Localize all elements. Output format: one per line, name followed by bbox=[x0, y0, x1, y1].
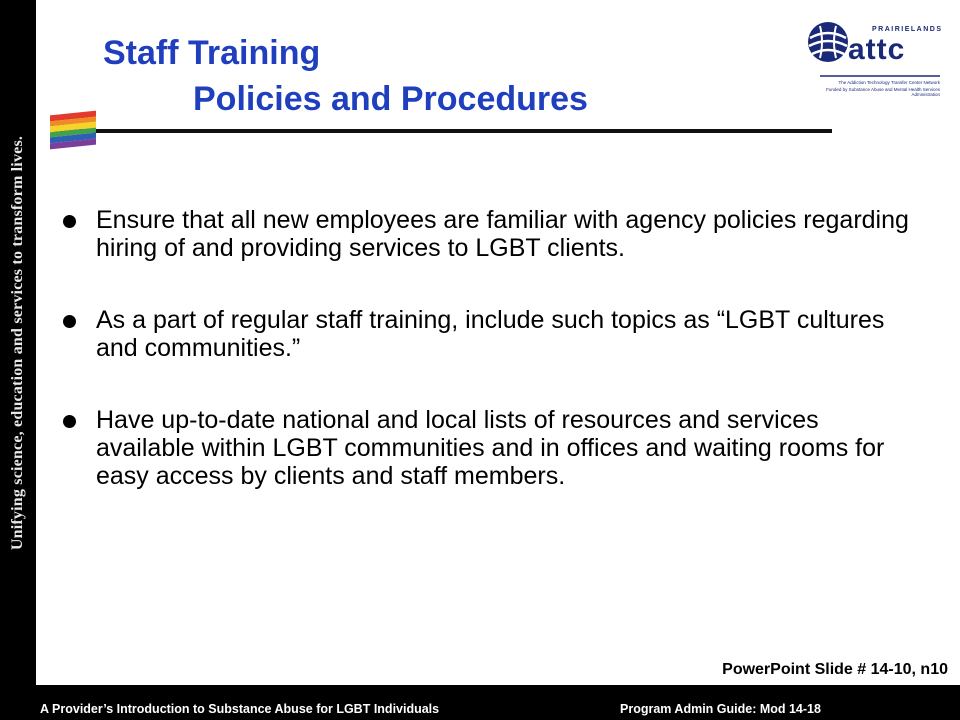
bullet-item: Ensure that all new employees are familiar with agency policies regarding hiring of and providing services to LGBT clients. bbox=[60, 206, 920, 262]
bullet-list bbox=[60, 206, 920, 534]
footer-right-text: Program Admin Guide: Mod 14-18 bbox=[620, 702, 821, 716]
slide-title-line2: Policies and Procedures bbox=[193, 80, 588, 118]
bullet-item: Have up-to-date national and local lists of resources and services available within LGBT communities and in offices and waiting rooms for easy access by clients and staff members. bbox=[60, 406, 920, 490]
logo-top-text: PRAIRIELANDS bbox=[872, 26, 943, 33]
rainbow-flag-icon bbox=[50, 111, 96, 150]
slide-title-line1: Staff Training bbox=[103, 34, 321, 72]
vertical-tagline bbox=[0, 0, 36, 685]
logo-subtitle: The Addiction Technology Transfer Center Network bbox=[838, 80, 940, 85]
tagline-text: Unifying science, education and services to transform lives. bbox=[9, 135, 26, 550]
title-divider bbox=[52, 129, 832, 133]
logo-funding-text: Funded by Substance Abuse and Mental Health Services Administration bbox=[826, 87, 940, 97]
bullet-item: As a part of regular staff training, include such topics as “LGBT cultures and communities.” bbox=[60, 306, 920, 362]
logo-wordmark: attc bbox=[848, 33, 906, 66]
slide-number: PowerPoint Slide # 14-10, n10 bbox=[722, 661, 948, 678]
footer-left-text: A Provider’s Introduction to Substance Abuse for LGBT Individuals bbox=[40, 702, 440, 716]
